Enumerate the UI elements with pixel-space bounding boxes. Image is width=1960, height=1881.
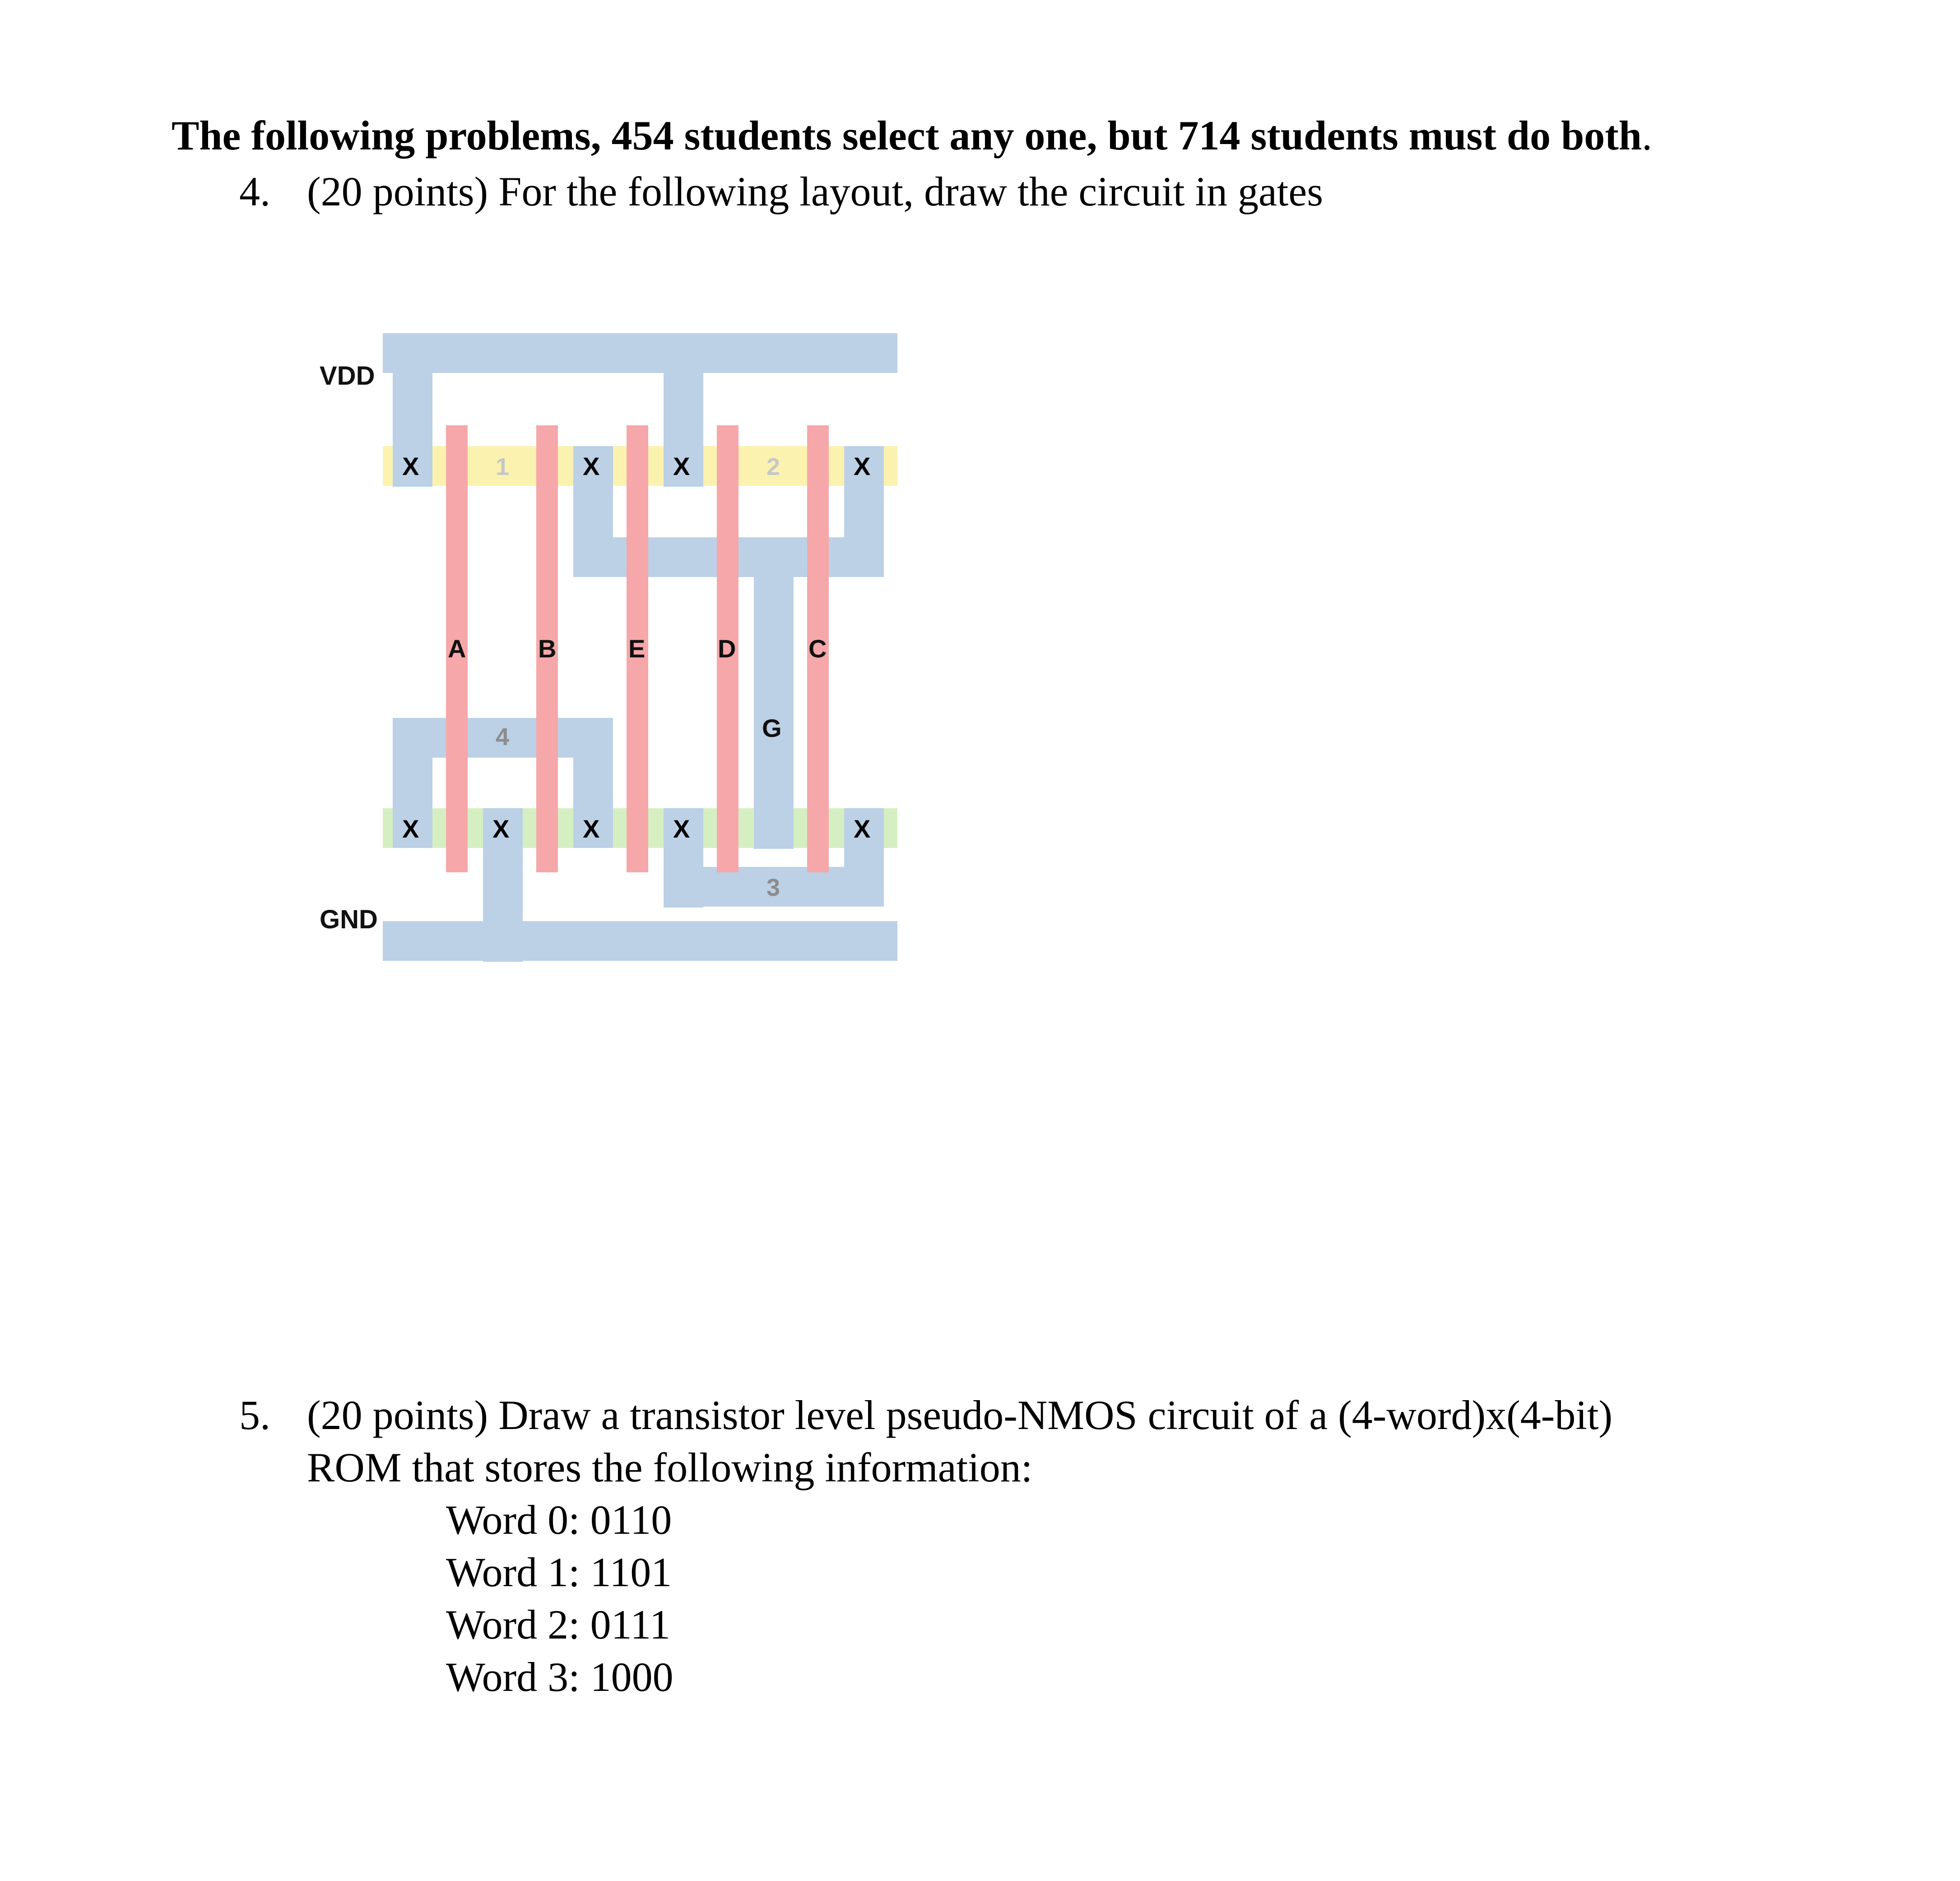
question-5-line-1: (20 points) Draw a transistor level pseudo-NMOS circuit of a (4-word)x(4-bit) [307,1392,1613,1438]
instructions-text: The following problems, 454 students select any one, but 714 students must do both [172,112,1642,158]
gnd-label: GND [320,905,378,934]
contact-mark: X [402,452,419,480]
output-label-g: G [762,714,782,742]
contact-mark: X [673,815,690,843]
node-label-1: 1 [496,453,510,480]
gnd-rail [383,921,897,961]
question-4-number: 4. [239,168,270,214]
gate-label-d: D [718,634,736,663]
instructions-period: . [1642,112,1653,158]
vdd-label: VDD [320,361,375,391]
gate-label-e: E [628,634,646,663]
rom-word-0: Word 0: 0110 [446,1497,672,1543]
node-label-2: 2 [766,453,780,480]
contact-mark: X [673,452,690,480]
contact-mark: X [854,815,871,843]
question-4-text: (20 points) For the following layout, draw the circuit in gates [307,168,1323,214]
contact-mark: X [854,452,871,480]
gate-label-a: A [448,634,466,663]
contact-mark: X [492,815,510,843]
question-5-number: 5. [239,1392,270,1438]
node-label-4: 4 [496,723,510,750]
contact-mark: X [583,452,600,480]
contact-mark: X [583,815,600,843]
output-node-g [754,537,794,849]
question-5-line-2: ROM that stores the following information: [307,1444,1033,1490]
gate-label-b: B [538,634,557,663]
rom-word-1: Word 1: 1101 [446,1549,672,1595]
node-label-3: 3 [766,874,780,901]
gate-label-c: C [808,634,827,663]
rom-word-2: Word 2: 0111 [446,1602,670,1648]
contact-mark: X [402,815,419,843]
vdd-rail [383,333,897,373]
rom-word-3: Word 3: 1000 [446,1654,673,1700]
